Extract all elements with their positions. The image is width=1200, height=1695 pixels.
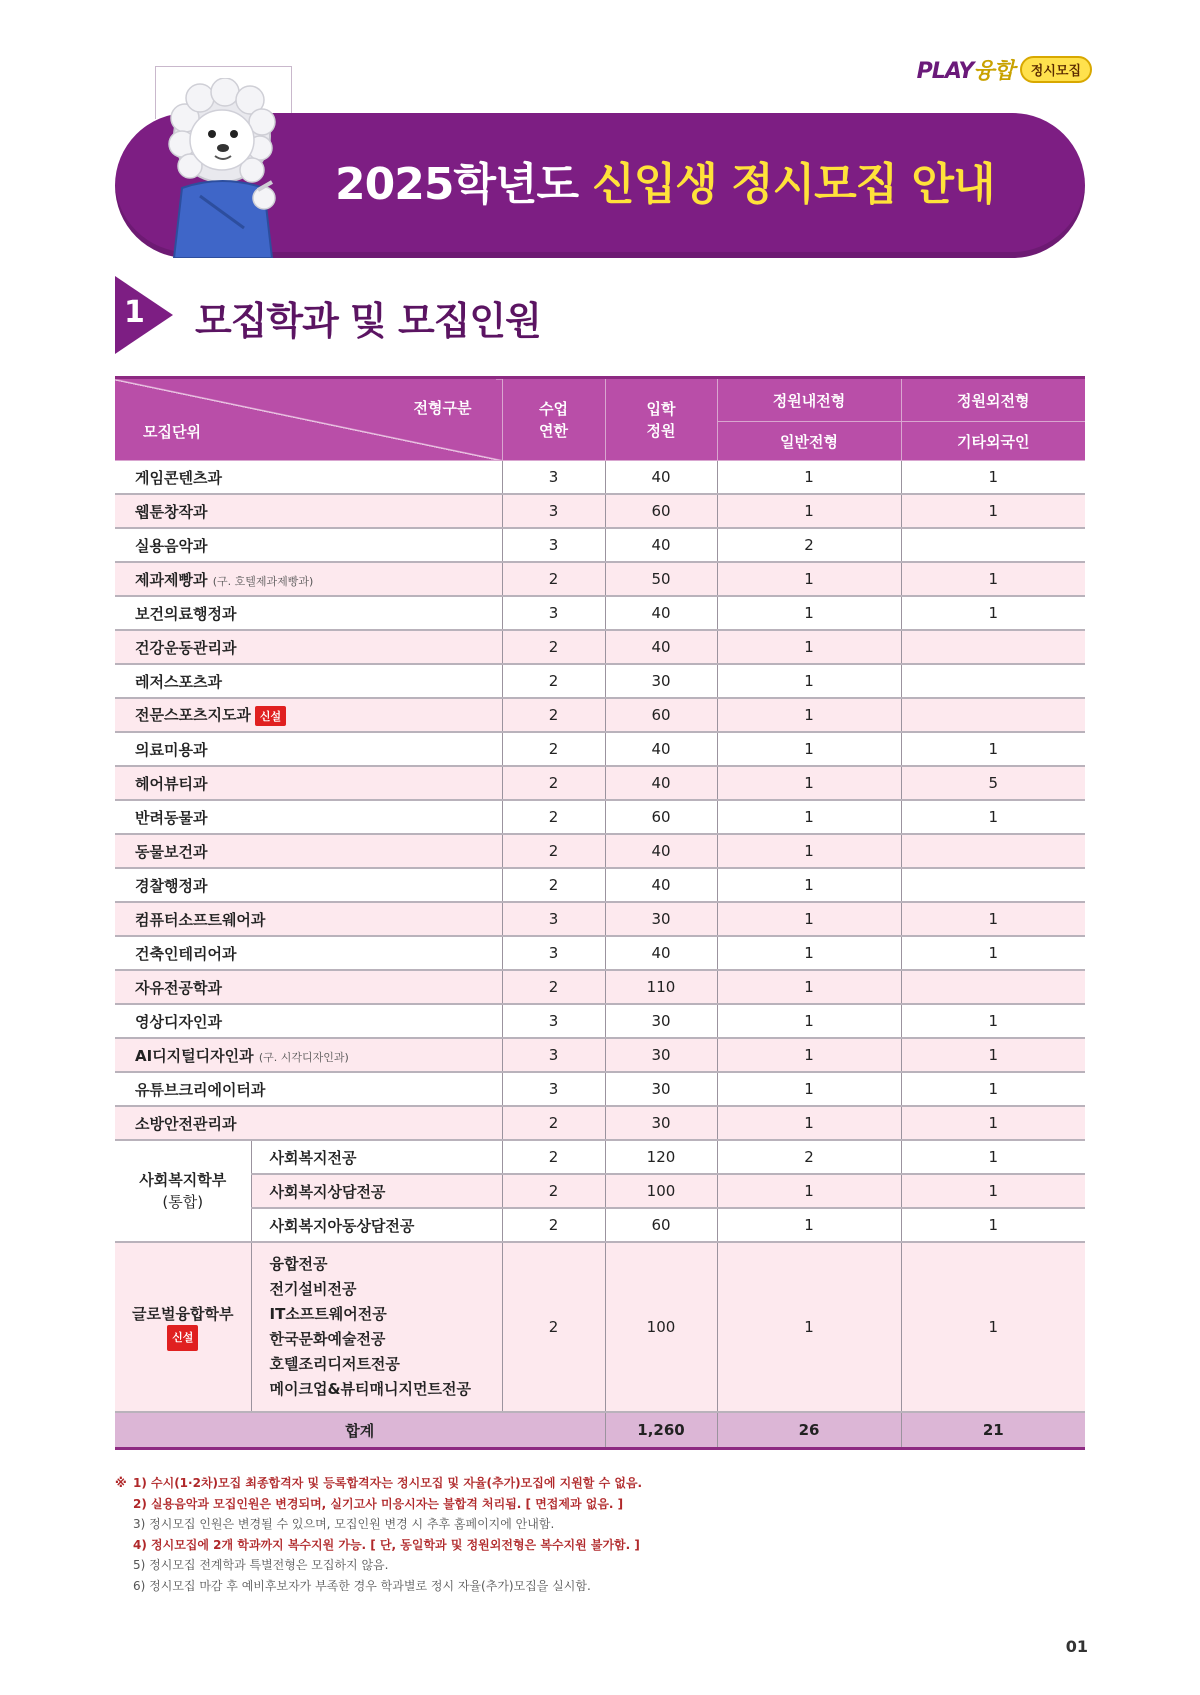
foreign-cell: 1 [901, 1208, 1085, 1242]
general-cell: 1 [717, 1038, 901, 1072]
years-cell: 2 [502, 800, 605, 834]
foreign-cell [901, 698, 1085, 732]
years-cell: 2 [502, 630, 605, 664]
quota-cell: 60 [605, 494, 717, 528]
page-title-year: 2025학년도 [335, 159, 593, 210]
general-cell: 1 [717, 461, 901, 495]
lion-mascot-icon [160, 78, 290, 258]
foreign-cell: 1 [901, 902, 1085, 936]
years-cell: 3 [502, 528, 605, 562]
dept-name-cell [115, 494, 502, 528]
footnote-mark: ※ [115, 1476, 127, 1490]
major-name: 융합전공 [269, 1255, 328, 1273]
foreign-cell [901, 970, 1085, 1004]
quota-cell: 40 [605, 528, 717, 562]
table-row [115, 630, 1085, 664]
quota-cell: 110 [605, 970, 717, 1004]
foreign-cell: 1 [901, 596, 1085, 630]
dept-name: 자유전공학과 [135, 978, 222, 997]
general-cell: 1 [717, 1208, 901, 1242]
table-row [115, 1106, 1085, 1140]
foreign-cell: 1 [901, 800, 1085, 834]
dept-name: 레저스포츠과 [135, 672, 222, 691]
table-row [115, 732, 1085, 766]
foreign-cell: 1 [901, 1038, 1085, 1072]
years-cell: 3 [502, 902, 605, 936]
footnote-line [115, 1535, 1085, 1556]
foreign-cell: 1 [901, 732, 1085, 766]
quota-cell: 40 [605, 834, 717, 868]
years-cell: 2 [502, 1140, 605, 1174]
foreign-cell: 1 [901, 936, 1085, 970]
header-outside-quota: 정원외전형 [901, 378, 1085, 422]
quota-cell: 50 [605, 562, 717, 596]
quota-cell: 40 [605, 630, 717, 664]
dept-former-name: (구. 시각디자인과) [258, 1050, 349, 1064]
footnote-text: 6) 정시모집 마감 후 예비후보자가 부족한 경우 학과별로 정시 자율(추가)모집을 실시함. [133, 1578, 591, 1593]
years-cell: 2 [502, 1242, 605, 1412]
general-cell: 1 [717, 630, 901, 664]
table-row [115, 461, 1085, 495]
header-years: 수업 연한 [502, 378, 605, 461]
page-number: 01 [1065, 1637, 1088, 1656]
quota-cell: 60 [605, 800, 717, 834]
header-foreign: 기타외국인 [901, 422, 1085, 461]
foreign-cell: 1 [901, 494, 1085, 528]
foreign-cell: 1 [901, 562, 1085, 596]
page-title-highlight: 신입생 정시모집 안내 [592, 159, 995, 210]
footnote-text: 2) 실용음악과 모집인원은 변경되며, 실기고사 미응시자는 불합격 처리됨. [ 면접제과 없음. ] [133, 1496, 624, 1511]
logo-text-play: PLAY [916, 59, 974, 84]
dept-name: 영상디자인과 [135, 1012, 222, 1031]
table-row [115, 494, 1085, 528]
header-within-quota: 정원내전형 [717, 378, 901, 422]
new-badge: 신설 [255, 706, 286, 726]
table-row [115, 1004, 1085, 1038]
major-name: 메이크업&뷰티매니지먼트전공 [269, 1380, 471, 1398]
quota-cell: 40 [605, 936, 717, 970]
major-name: 사회복지상담전공 [251, 1174, 502, 1208]
dept-name-cell [115, 936, 502, 970]
dept-name: AI디지털디자인과 [135, 1046, 254, 1065]
global-majors-cell [251, 1242, 502, 1412]
quota-cell: 40 [605, 596, 717, 630]
table-row [115, 664, 1085, 698]
dept-name: 유튜브크리에이터과 [135, 1080, 266, 1099]
table-row [115, 1208, 1085, 1242]
general-cell: 1 [717, 1072, 901, 1106]
dept-name-cell [115, 970, 502, 1004]
years-cell: 3 [502, 1038, 605, 1072]
section-title: 모집학과 및 모집인원 [195, 299, 541, 343]
global-badge-wrap [115, 1325, 251, 1351]
new-badge: 신설 [167, 1325, 198, 1351]
dept-name-cell [115, 528, 502, 562]
dept-name-cell [115, 800, 502, 834]
footnote-text: 5) 정시모집 전계학과 특별전형은 모집하지 않음. [133, 1558, 389, 1572]
dept-name-cell [115, 902, 502, 936]
general-cell: 1 [717, 664, 901, 698]
foreign-cell [901, 528, 1085, 562]
logo-text-fusion: 융합 [973, 59, 1014, 84]
years-cell: 2 [502, 732, 605, 766]
quota-cell: 40 [605, 732, 717, 766]
quota-cell: 40 [605, 868, 717, 902]
dept-name: 제과제빵과 [135, 570, 208, 589]
foreign-cell: 1 [901, 461, 1085, 495]
table-row [115, 800, 1085, 834]
quota-cell: 60 [605, 1208, 717, 1242]
table-row [115, 834, 1085, 868]
major-name: 사회복지아동상담전공 [251, 1208, 502, 1242]
foreign-cell: 5 [901, 766, 1085, 800]
years-cell: 2 [502, 970, 605, 1004]
footnote-line [115, 1576, 1085, 1597]
dept-name-cell [115, 766, 502, 800]
major-name: 전기설비전공 [269, 1280, 357, 1298]
footnote-line [115, 1514, 1085, 1535]
header-diagonal-cell [115, 378, 502, 461]
foreign-cell: 1 [901, 1004, 1085, 1038]
years-cell: 2 [502, 698, 605, 732]
general-cell: 1 [717, 1242, 901, 1412]
brand-logo [917, 54, 1092, 85]
table-row [115, 868, 1085, 902]
general-cell: 1 [717, 732, 901, 766]
general-cell: 1 [717, 494, 901, 528]
total-row [115, 1412, 1085, 1449]
welfare-group-name: 사회복지학부 [139, 1171, 227, 1189]
global-group-cell [115, 1242, 251, 1412]
table-row [115, 936, 1085, 970]
total-quota: 1,260 [605, 1412, 717, 1449]
foreign-cell [901, 868, 1085, 902]
years-cell: 3 [502, 936, 605, 970]
table-row [115, 698, 1085, 732]
footnote-text: 4) 정시모집에 2개 학과까지 복수지원 가능. [ 단, 동일학과 및 정원외전형은 복수지원 불가함. ] [133, 1537, 640, 1552]
general-cell: 1 [717, 936, 901, 970]
dept-name: 건강운동관리과 [135, 638, 237, 657]
dept-name: 동물보건과 [135, 842, 208, 861]
general-cell: 1 [717, 1106, 901, 1140]
section-number: 1 [124, 295, 145, 330]
years-cell: 3 [502, 494, 605, 528]
foreign-cell [901, 630, 1085, 664]
dept-name: 웹툰창작과 [135, 502, 208, 521]
welfare-group-note: (통합) [162, 1193, 204, 1211]
quota-cell: 30 [605, 1106, 717, 1140]
dept-name-cell [115, 562, 502, 596]
dept-name-cell [115, 1038, 502, 1072]
table-row [115, 596, 1085, 630]
dept-name-cell [115, 1004, 502, 1038]
total-label: 합계 [115, 1412, 605, 1449]
general-cell: 1 [717, 698, 901, 732]
dept-name: 컴퓨터소프트웨어과 [135, 910, 266, 929]
dept-name-cell [115, 461, 502, 495]
general-cell: 1 [717, 902, 901, 936]
dept-name-cell [115, 630, 502, 664]
quota-cell: 30 [605, 1004, 717, 1038]
total-foreign: 21 [901, 1412, 1085, 1449]
dept-name-cell [115, 834, 502, 868]
quota-cell: 30 [605, 902, 717, 936]
admission-table [115, 376, 1085, 1450]
years-cell: 2 [502, 1208, 605, 1242]
quota-cell: 60 [605, 698, 717, 732]
foreign-cell: 1 [901, 1106, 1085, 1140]
years-cell: 2 [502, 1106, 605, 1140]
footnotes [115, 1473, 1085, 1596]
dept-name: 헤어뷰티과 [135, 774, 208, 793]
table-row [115, 1174, 1085, 1208]
major-name: 호텔조리디저트전공 [269, 1355, 400, 1373]
table-row [115, 1242, 1085, 1412]
general-cell: 1 [717, 1004, 901, 1038]
dept-name-cell [115, 732, 502, 766]
general-cell: 1 [717, 1174, 901, 1208]
table-row [115, 1072, 1085, 1106]
dept-name: 보건의료행정과 [135, 604, 237, 623]
years-cell: 2 [502, 834, 605, 868]
table-row [115, 528, 1085, 562]
table-row [115, 970, 1085, 1004]
table-row [115, 902, 1085, 936]
dept-name: 전문스포츠지도과 [135, 706, 251, 725]
foreign-cell: 1 [901, 1242, 1085, 1412]
general-cell: 1 [717, 596, 901, 630]
major-name: IT소프트웨어전공 [269, 1305, 387, 1323]
dept-name-cell [115, 1072, 502, 1106]
years-cell: 3 [502, 1072, 605, 1106]
dept-name-cell [115, 1106, 502, 1140]
total-general: 26 [717, 1412, 901, 1449]
years-cell: 3 [502, 461, 605, 495]
quota-cell: 100 [605, 1242, 717, 1412]
header-admission-type: 전형구분 [413, 399, 472, 417]
table-row [115, 1038, 1085, 1072]
years-cell: 2 [502, 1174, 605, 1208]
quota-cell: 120 [605, 1140, 717, 1174]
quota-cell: 30 [605, 664, 717, 698]
global-group-name: 글로벌융합학부 [132, 1305, 234, 1323]
general-cell: 1 [717, 970, 901, 1004]
dept-name-cell [115, 868, 502, 902]
header-quota: 입학 정원 [605, 378, 717, 461]
dept-name: 게임콘텐츠과 [135, 468, 222, 487]
foreign-cell: 1 [901, 1072, 1085, 1106]
footnote-line [115, 1555, 1085, 1576]
foreign-cell: 1 [901, 1174, 1085, 1208]
foreign-cell: 1 [901, 1140, 1085, 1174]
dept-name-cell [115, 664, 502, 698]
general-cell: 1 [717, 800, 901, 834]
major-name: 한국문화예술전공 [269, 1330, 386, 1348]
table-row [115, 766, 1085, 800]
quota-cell: 40 [605, 766, 717, 800]
years-cell: 2 [502, 766, 605, 800]
general-cell: 2 [717, 528, 901, 562]
general-cell: 1 [717, 868, 901, 902]
general-cell: 1 [717, 834, 901, 868]
years-cell: 2 [502, 868, 605, 902]
dept-name: 건축인테리어과 [135, 944, 237, 963]
general-cell: 1 [717, 766, 901, 800]
dept-former-name: (구. 호텔제과제빵과) [212, 574, 314, 588]
major-name: 사회복지전공 [251, 1140, 502, 1174]
years-cell: 3 [502, 1004, 605, 1038]
years-cell: 2 [502, 664, 605, 698]
dept-name: 경찰행정과 [135, 876, 208, 895]
years-cell: 3 [502, 596, 605, 630]
dept-name: 실용음악과 [135, 536, 208, 555]
footnote-text: 1) 수시(1·2차)모집 최종합격자 및 등록합격자는 정시모집 및 자율(추가)모집에 지원할 수 없음. [133, 1476, 643, 1490]
dept-name: 소방안전관리과 [135, 1114, 237, 1133]
general-cell: 1 [717, 562, 901, 596]
table-row [115, 1140, 1085, 1174]
dept-name-cell [115, 596, 502, 630]
header-unit: 모집단위 [143, 423, 201, 441]
footnote-line [115, 1473, 1085, 1494]
footnote-line [115, 1494, 1085, 1515]
page-title [335, 148, 1035, 212]
dept-name: 의료미용과 [135, 740, 208, 759]
table-body [115, 461, 1085, 1449]
quota-cell: 30 [605, 1072, 717, 1106]
logo-badge: 정시모집 [1020, 56, 1092, 83]
table-row [115, 562, 1085, 596]
foreign-cell [901, 664, 1085, 698]
welfare-group-cell [115, 1140, 251, 1242]
footnote-text: 3) 정시모집 인원은 변경될 수 있으며, 모집인원 변경 시 추후 홈페이지에 안내함. [133, 1517, 555, 1531]
dept-name: 반려동물과 [135, 808, 208, 827]
general-cell: 2 [717, 1140, 901, 1174]
quota-cell: 100 [605, 1174, 717, 1208]
quota-cell: 30 [605, 1038, 717, 1072]
years-cell: 2 [502, 562, 605, 596]
logo-text [917, 54, 1014, 85]
dept-name-cell [115, 698, 502, 732]
header-general: 일반전형 [717, 422, 901, 461]
foreign-cell [901, 834, 1085, 868]
quota-cell: 40 [605, 461, 717, 495]
